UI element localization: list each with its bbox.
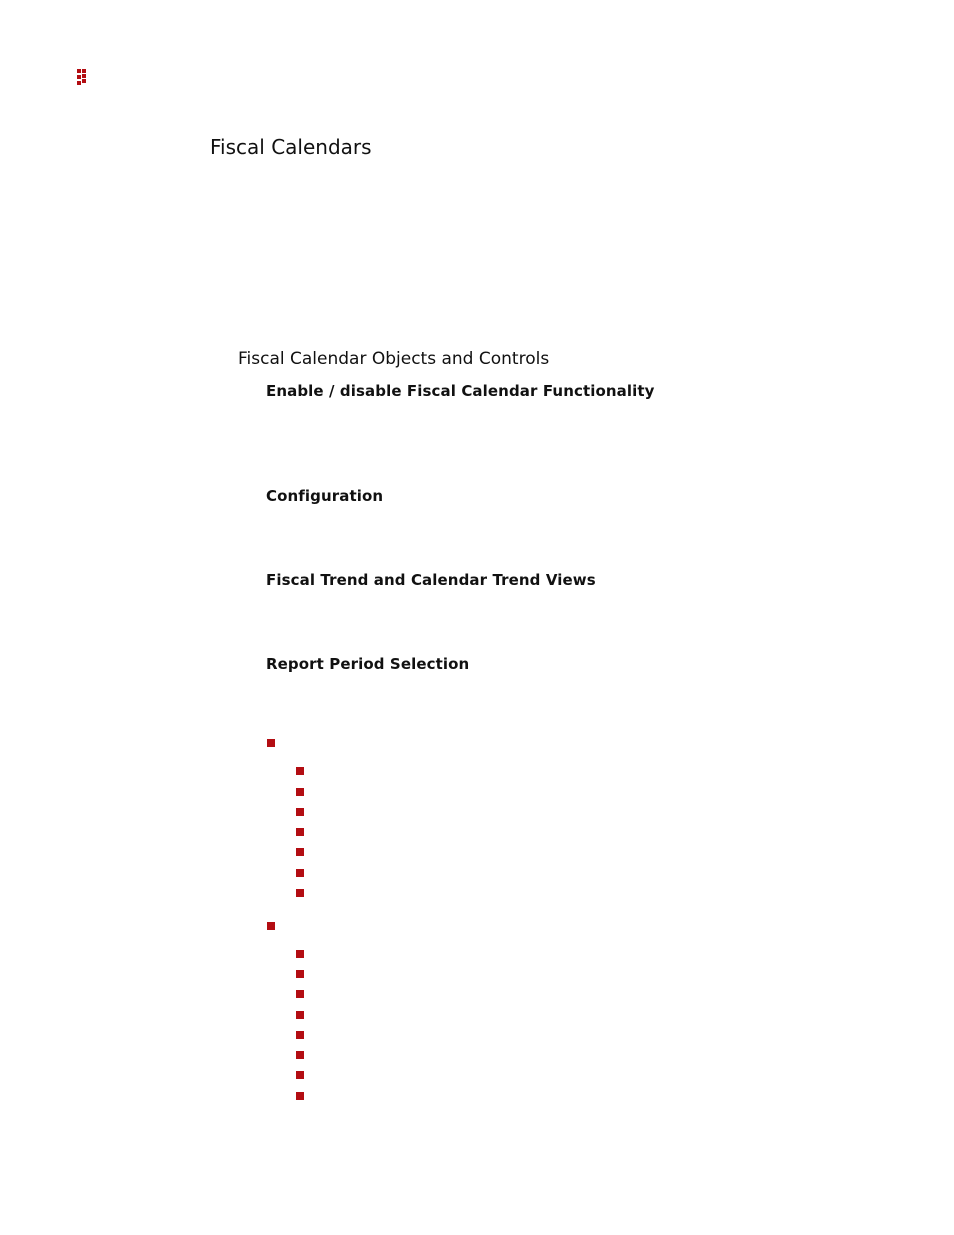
section-title: Fiscal Calendar Objects and Controls [238,349,550,369]
sub-bullet-icon [296,848,304,856]
sub-bullet-icon [296,1071,304,1079]
sub-bullet-icon [296,970,304,978]
sub-bullet-icon [296,767,304,775]
sub-bullet-icon [296,950,304,958]
subsection-trend-views: Fiscal Trend and Calendar Trend Views [266,571,596,589]
sub-bullet-icon [296,828,304,836]
sub-bullet-icon [296,1051,304,1059]
sub-bullet-icon [296,808,304,816]
sub-bullet-icon [296,1092,304,1100]
page-title: Fiscal Calendars [210,135,372,159]
subsection-report-period: Report Period Selection [266,655,470,673]
subsection-enable-disable: Enable / disable Fiscal Calendar Functionality [266,382,655,400]
sub-bullet-icon [296,1031,304,1039]
sub-bullet-icon [296,990,304,998]
sub-bullet-icon [296,889,304,897]
sub-bullet-icon [296,788,304,796]
subsection-configuration: Configuration [266,487,384,505]
sub-bullet-icon [296,869,304,877]
logo-icon [77,69,89,85]
bullet-icon [267,922,275,930]
bullet-icon [267,739,275,747]
sub-bullet-icon [296,1011,304,1019]
